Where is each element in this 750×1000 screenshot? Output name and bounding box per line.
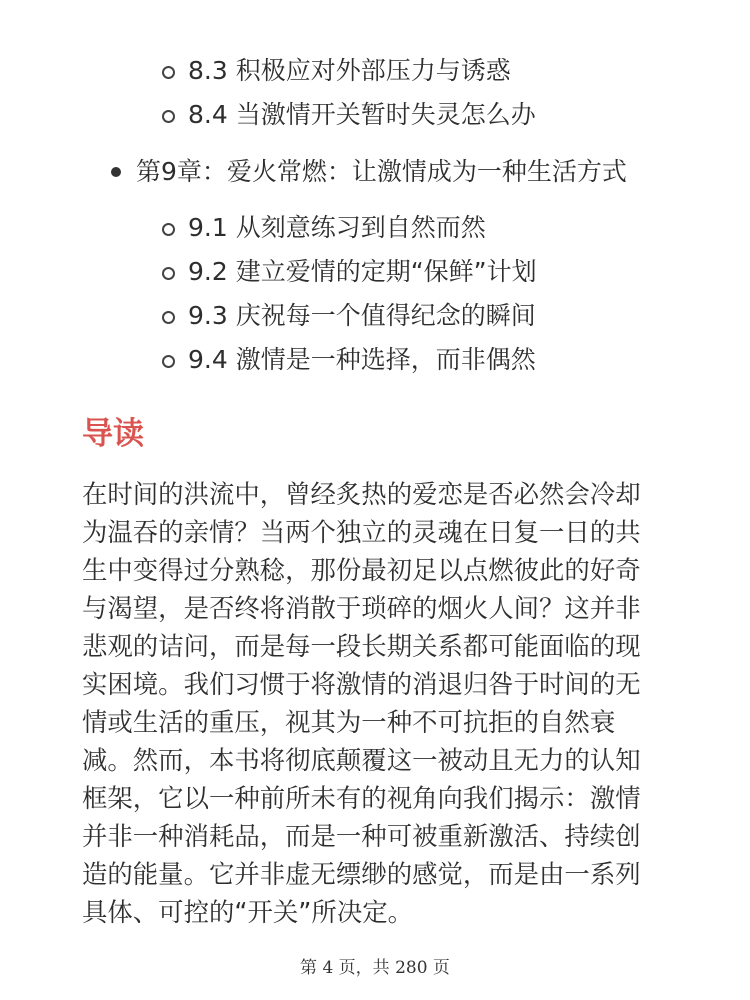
paragraph-line: 框架，它以一种前所未有的视角向我们揭示：激情 (82, 783, 641, 813)
toc-item-9-3[interactable]: 9.3 庆祝每一个值得纪念的瞬间 (188, 301, 536, 330)
paragraph-line: 具体、可控的“开关”所决定。 (82, 897, 413, 927)
hollow-bullet-icon (162, 267, 175, 280)
section-title: 导读 (82, 416, 144, 452)
toc-item-8-4[interactable]: 8.4 当激情开关暂时失灵怎么办 (188, 100, 536, 129)
paragraph-line: 减。然而，本书将彻底颠覆这一被动且无力的认知 (82, 745, 641, 775)
hollow-bullet-icon (162, 355, 175, 368)
paragraph-line: 在时间的洪流中，曾经炙热的爱恋是否必然会冷却 (82, 479, 641, 509)
paragraph-line: 生中变得过分熟稔，那份最初足以点燃彼此的好奇 (82, 555, 641, 585)
toc-item-9-1[interactable]: 9.1 从刻意练习到自然而然 (188, 213, 486, 242)
hollow-bullet-icon (162, 110, 175, 123)
paragraph-line: 造的能量。它并非虚无缥缈的感觉，而是由一系列 (82, 859, 641, 889)
hollow-bullet-icon (162, 311, 175, 324)
hollow-bullet-icon (162, 223, 175, 236)
paragraph-line: 实困境。我们习惯于将激情的消退归咎于时间的无 (82, 669, 641, 699)
paragraph-line: 悲观的诘问，而是每一段长期关系都可能面临的现 (82, 631, 641, 661)
toc-item-8-3[interactable]: 8.3 积极应对外部压力与诱惑 (188, 56, 511, 85)
paragraph-line: 与渴望，是否终将消散于琐碎的烟火人间？这并非 (82, 593, 641, 623)
toc-item-9-2[interactable]: 9.2 建立爱情的定期“保鲜”计划 (188, 257, 537, 286)
toc-item-9-4[interactable]: 9.4 激情是一种选择，而非偶然 (188, 345, 536, 374)
paragraph-line: 为温吞的亲情？当两个独立的灵魂在日复一日的共 (82, 517, 641, 547)
filled-bullet-icon (111, 167, 121, 177)
page-number-footer: 第 4 页，共 280 页 (300, 958, 450, 978)
paragraph-line: 情或生活的重压，视其为一种不可抗拒的自然衰 (82, 707, 616, 737)
paragraph-line: 并非一种消耗品，而是一种可被重新激活、持续创 (82, 821, 641, 851)
toc-chapter-9[interactable]: 第9章：爱火常燃：让激情成为一种生活方式 (136, 157, 627, 186)
hollow-bullet-icon (162, 66, 175, 79)
